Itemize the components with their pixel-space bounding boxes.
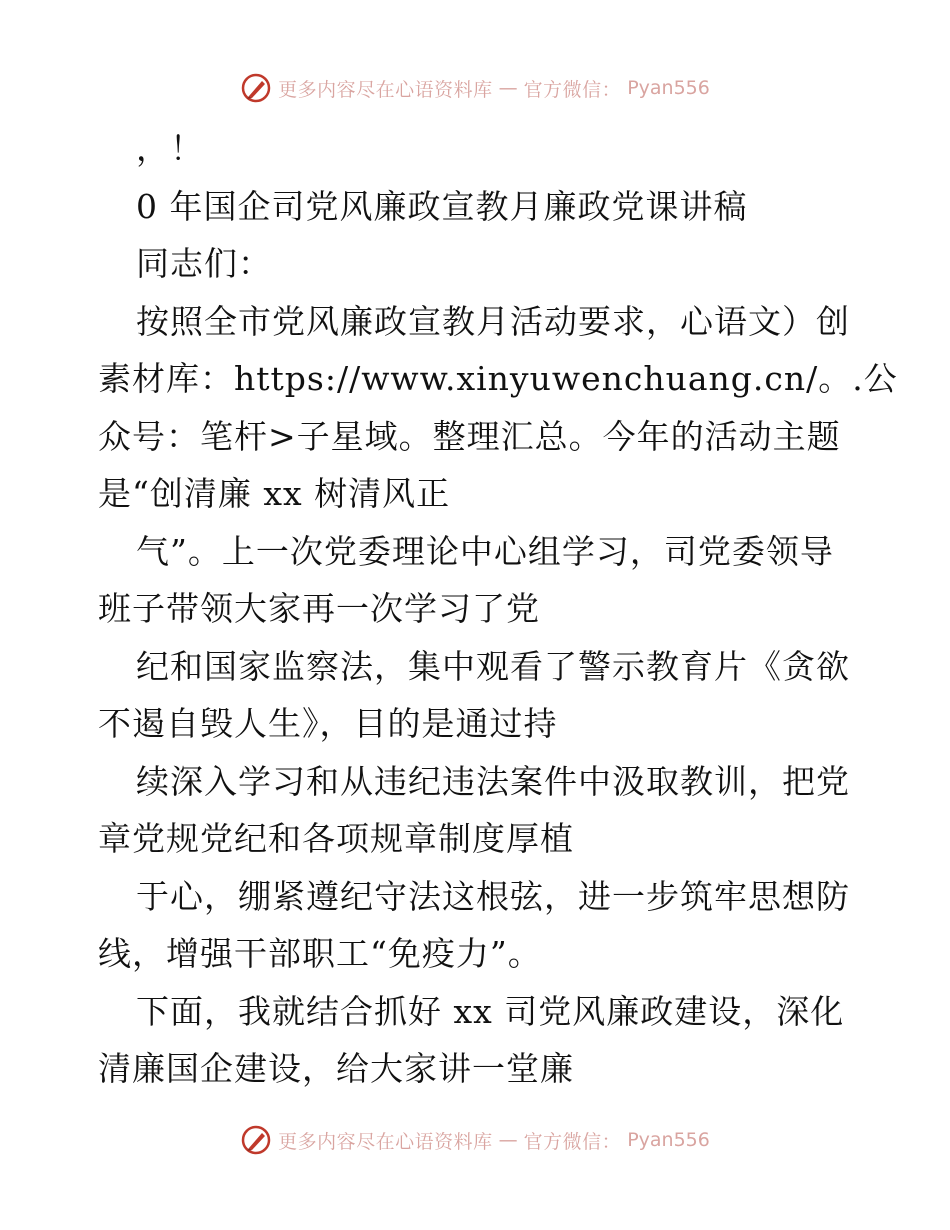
watermark-wechat-id: Pyan556 [627,77,710,99]
header-watermark [0,72,950,104]
text-line: 续深入学习和从违纪违法案件中汲取教训，把党 [136,761,850,801]
text-line: 线，增强干部职工“免疫力”。 [98,934,542,973]
pen-logo-icon [240,72,272,104]
text-line: 班子带领大家再一次学习了党 [98,589,540,628]
watermark-separator: — [498,77,518,99]
text-line: 众号：笔杆>子星域。整理汇总。今年的活动主题 [98,416,841,456]
watermark-suffix: 官方微信： [523,1130,622,1153]
watermark-wechat-id: Pyan556 [627,1129,710,1151]
pen-logo-icon [240,1124,272,1156]
text-line: ，！ [136,129,204,168]
document-body [98,120,898,1098]
text-line: 是“创清廉 xx 树清风正 [98,474,451,513]
watermark-text: 更多内容尽在心语资料库 [278,78,493,101]
text-line: 清廉国企建设，给大家讲一堂廉 [98,1049,574,1088]
text-line: 于心，绷紧遵纪守法这根弦，进一步筑牢思想防 [136,876,850,916]
text-line: 按照全市党风廉政宣教月活动要求，心语文）创 [136,301,850,341]
text-line: 下面，我就结合抓好 xx 司党风廉政建设，深化 [136,991,845,1031]
text-line: 气”。上一次党委理论中心组学习，司党委领导 [136,531,834,571]
document-title: 0 年国企司党风廉政宣教月廉政党课讲稿 [136,186,748,226]
watermark-text: 更多内容尽在心语资料库 [278,1130,493,1153]
footer-watermark [0,1124,950,1156]
watermark-suffix: 官方微信： [523,78,622,101]
text-line: 纪和国家监察法，集中观看了警示教育片《贪欲 [136,646,850,686]
text-line: 不遏自毁人生》，目的是通过持 [98,704,558,743]
salutation: 同志们： [136,244,272,283]
text-line: 章党规党纪和各项规章制度厚植 [98,819,574,858]
text-line: 素材库：https://www.xinyuwenchuang.cn/。.公 [98,359,898,398]
watermark-separator: — [498,1129,518,1151]
